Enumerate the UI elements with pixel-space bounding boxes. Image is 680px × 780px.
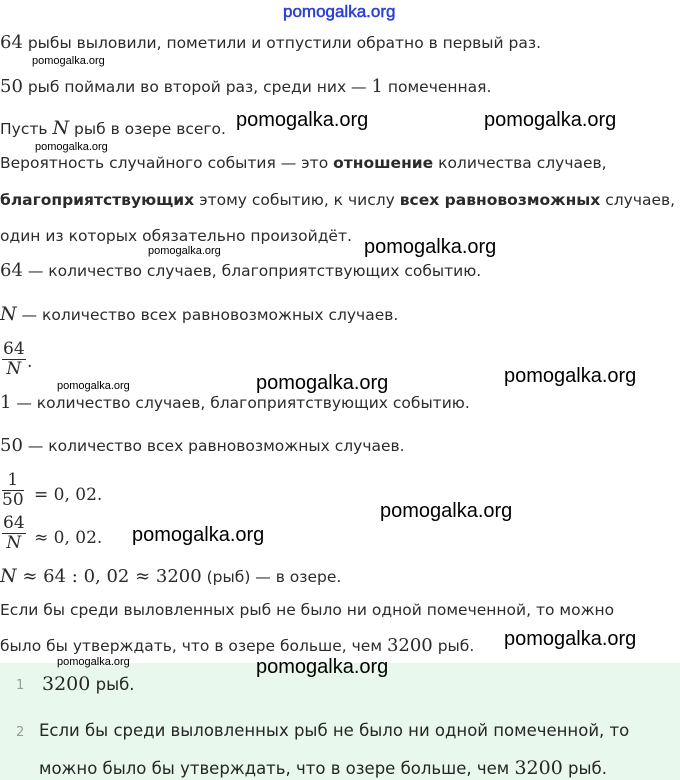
math-1: 1 bbox=[371, 76, 383, 97]
watermark: pomogalka.org bbox=[364, 236, 497, 258]
math-64: 64 bbox=[0, 260, 23, 281]
fraction-denominator: 50 bbox=[2, 490, 24, 510]
text-line-1 bbox=[0, 33, 541, 53]
text: — количество всех равновозможных случаев. bbox=[22, 437, 405, 455]
watermark: pomogalka.org bbox=[256, 656, 389, 678]
text: случаев, bbox=[600, 191, 676, 209]
text-line-4 bbox=[0, 153, 607, 173]
watermark: pomogalka.org bbox=[57, 380, 130, 392]
text: рыб. bbox=[562, 759, 607, 778]
watermark: pomogalka.org bbox=[504, 365, 637, 387]
text: — количество случаев, благоприятствующих событию. bbox=[22, 262, 482, 280]
bold-term: всех равновозможных bbox=[399, 191, 601, 209]
text-line-9 bbox=[0, 393, 470, 413]
text: (рыб) — в озере. bbox=[201, 568, 342, 586]
answer-item-1 bbox=[42, 673, 135, 695]
watermark: pomogalka.org bbox=[484, 109, 617, 131]
text-line-2 bbox=[0, 77, 491, 97]
text: рыб в озере всего. bbox=[69, 120, 226, 138]
fraction-denominator: N bbox=[6, 533, 22, 553]
text: Если бы среди выловленных рыб не было ни одной помеченной, то можно bbox=[0, 601, 615, 619]
bold-term: отношение bbox=[333, 154, 434, 172]
text: этому событию, к числу bbox=[194, 191, 400, 209]
watermark: pomogalka.org bbox=[35, 141, 108, 153]
var-n: N bbox=[0, 565, 17, 587]
math-50: 50 bbox=[0, 435, 23, 456]
text-line-13 bbox=[0, 636, 474, 656]
watermark: pomogalka.org bbox=[504, 628, 637, 650]
var-n: N bbox=[52, 117, 70, 139]
text: можно было бы утверждать, что в озере больше, чем bbox=[39, 759, 515, 778]
watermark: pomogalka.org bbox=[380, 500, 513, 522]
text: было бы утверждать, что в озере больше, чем bbox=[0, 637, 387, 655]
text: количества случаев, bbox=[433, 154, 607, 172]
math-1: 1 bbox=[0, 392, 12, 413]
text-line-10 bbox=[0, 436, 405, 456]
fraction-1-over-50 bbox=[2, 471, 24, 510]
text: Пусть bbox=[0, 120, 53, 138]
fraction-numerator: 64 bbox=[3, 339, 25, 359]
bold-term: благоприятствующих bbox=[0, 191, 195, 209]
equation: ≈ 64 : 0, 02 ≈ 3200 bbox=[16, 566, 202, 587]
math-3200: 3200 bbox=[386, 635, 433, 656]
math-50: 50 bbox=[0, 76, 23, 97]
fraction-numerator: 1 bbox=[2, 471, 24, 491]
watermark: pomogalka.org bbox=[132, 524, 265, 546]
watermark: pomogalka.org bbox=[236, 109, 369, 131]
text: — количество всех равновозможных случаев. bbox=[16, 306, 399, 324]
text: — количество случаев, благоприятствующих событию. bbox=[11, 394, 470, 412]
text-line-5 bbox=[0, 190, 675, 210]
watermark: pomogalka.org bbox=[32, 55, 105, 67]
watermark: pomogalka.org bbox=[256, 372, 389, 394]
text-line-7 bbox=[0, 261, 481, 281]
text-line-6 bbox=[0, 226, 352, 246]
text: рыб. bbox=[432, 637, 475, 655]
fraction-numerator: 64 bbox=[3, 513, 25, 533]
equation-result: = 0, 02. bbox=[34, 485, 103, 505]
fraction-64-over-n bbox=[2, 340, 26, 379]
fraction-suffix: . bbox=[27, 352, 33, 372]
var-n: N bbox=[0, 303, 17, 325]
math-3200: 3200 bbox=[514, 757, 563, 779]
text: помеченная. bbox=[382, 78, 492, 96]
fraction-denominator: N bbox=[6, 359, 22, 379]
answer-item-2-line-2 bbox=[39, 757, 607, 779]
text-line-11 bbox=[0, 566, 341, 587]
text: Если бы среди выловленных рыб не было ни одной помеченной, то bbox=[39, 721, 630, 740]
text-line-8 bbox=[0, 304, 398, 325]
text: рыб. bbox=[90, 675, 135, 694]
text: рыбы выловили, пометили и отпустили обратно в первый раз. bbox=[22, 34, 542, 52]
watermark: pomogalka.org bbox=[148, 245, 221, 257]
text: один из которых обязательно произойдёт. bbox=[0, 227, 352, 245]
equation-result: ≈ 0, 02. bbox=[34, 528, 103, 548]
watermark: pomogalka.org bbox=[57, 656, 130, 668]
answer-number: 2 bbox=[16, 725, 25, 740]
answer-panel bbox=[0, 663, 680, 780]
math-64: 64 bbox=[0, 32, 23, 53]
header-watermark[interactable]: pomogalka.org bbox=[283, 2, 396, 21]
text-line-3 bbox=[0, 118, 226, 139]
text-line-12 bbox=[0, 600, 614, 620]
text: рыб поймали во второй раз, среди них — bbox=[22, 78, 372, 96]
answer-item-2-line-1 bbox=[39, 721, 629, 740]
answer-number: 1 bbox=[16, 678, 25, 693]
math-3200: 3200 bbox=[42, 673, 91, 695]
fraction-64-over-n bbox=[2, 514, 26, 553]
text: Вероятность случайного события — это bbox=[0, 154, 334, 172]
